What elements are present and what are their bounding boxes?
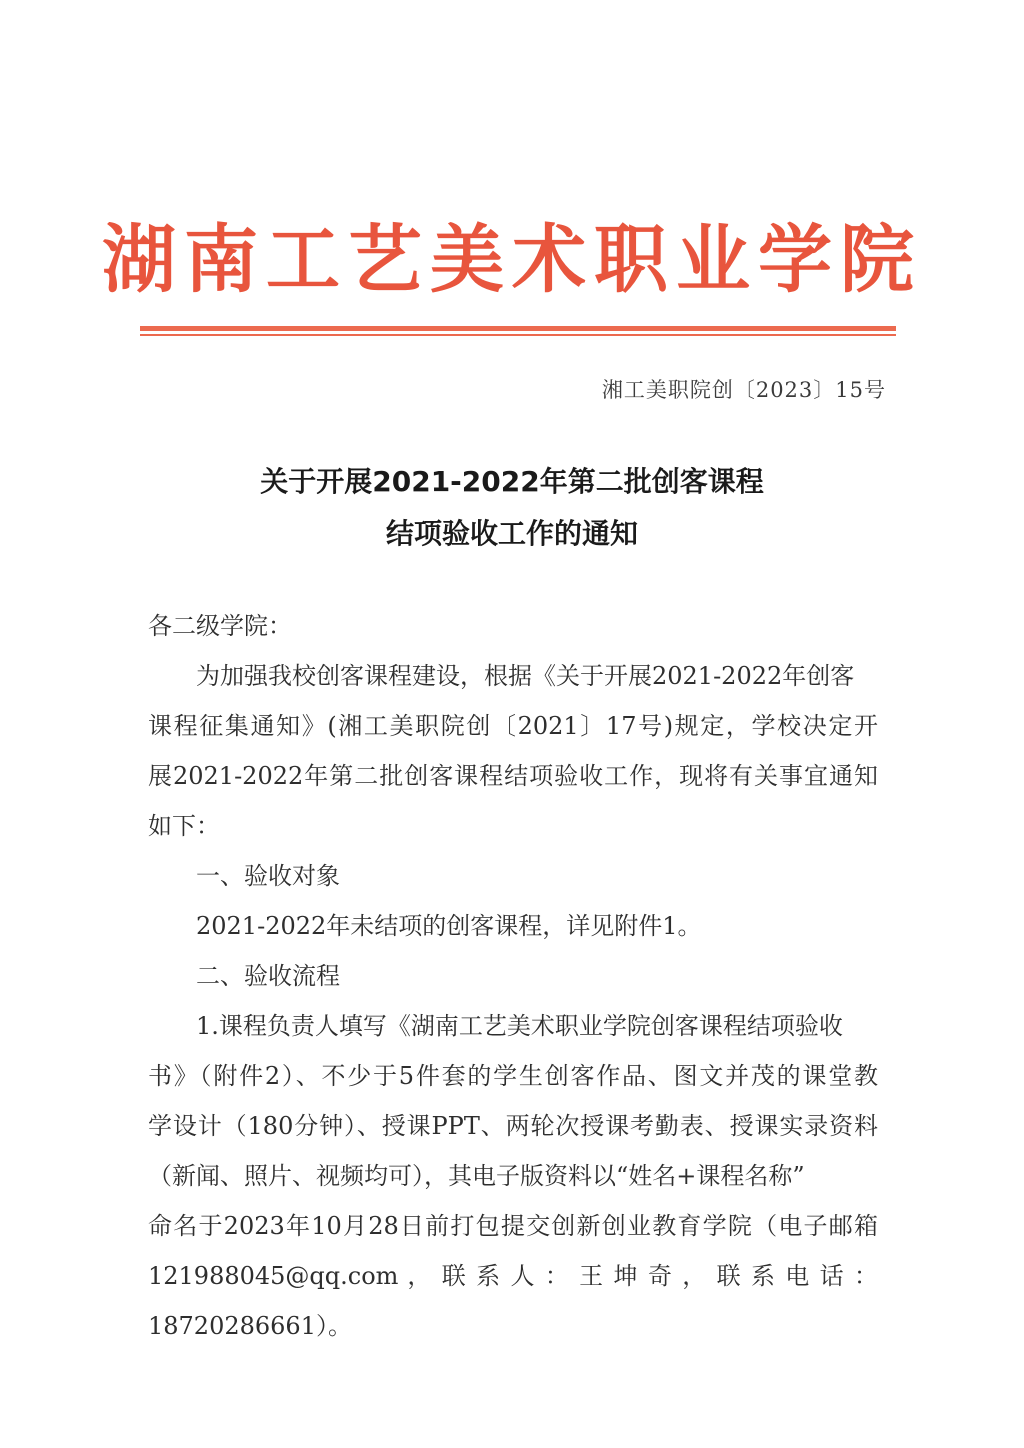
section-heading-acceptance-target: 一、验收对象: [196, 862, 340, 890]
intro-paragraph-line: 课程征集通知》(湘工美职院创〔2021〕17号)规定，学校决定开: [148, 712, 878, 740]
section-heading-acceptance-process: 二、验收流程: [196, 962, 340, 990]
process-item-line: 书》（附件2）、不少于5件套的学生创客作品、图文并茂的课堂教: [148, 1062, 878, 1090]
process-item-line: 命名于2023年10月28日前打包提交创新创业教育学院（电子邮箱: [148, 1212, 878, 1240]
process-item-line: 1.课程负责人填写《湖南工艺美术职业学院创客课程结项验收: [196, 1012, 843, 1040]
document-title-line-1: 关于开展2021-2022年第二批创客课程: [260, 465, 764, 498]
masthead-red-rule-thin: [140, 334, 896, 336]
intro-paragraph-line: 如下：: [148, 812, 220, 840]
process-item-line-contact: 121988045@qq.com ， 联 系 人 ： 王 坤 奇 ， 联 系 电 话 ：: [148, 1262, 878, 1290]
masthead-red-rule: [140, 326, 896, 331]
section-content: 2021-2022年未结项的创客课程，详见附件1。: [196, 912, 702, 940]
intro-paragraph-line: 展2021-2022年第二批创客课程结项验收工作，现将有关事宜通知: [148, 762, 878, 790]
document-title-line-2: 结项验收工作的通知: [385, 517, 638, 550]
institution-masthead: 湖南工艺美术职业学院: [102, 217, 922, 303]
salutation: 各二级学院：: [148, 612, 292, 640]
document-number: 湘工美职院创〔2023〕15号: [601, 378, 886, 402]
process-item-line: （新闻、照片、视频均可），其电子版资料以“姓名+课程名称”: [148, 1162, 805, 1190]
process-item-line: 18720286661）。: [148, 1312, 352, 1340]
process-item-line: 学设计（180分钟）、授课PPT、两轮次授课考勤表、授课实录资料: [148, 1112, 878, 1140]
intro-paragraph-line: 为加强我校创客课程建设，根据《关于开展2021-2022年创客: [196, 662, 855, 690]
